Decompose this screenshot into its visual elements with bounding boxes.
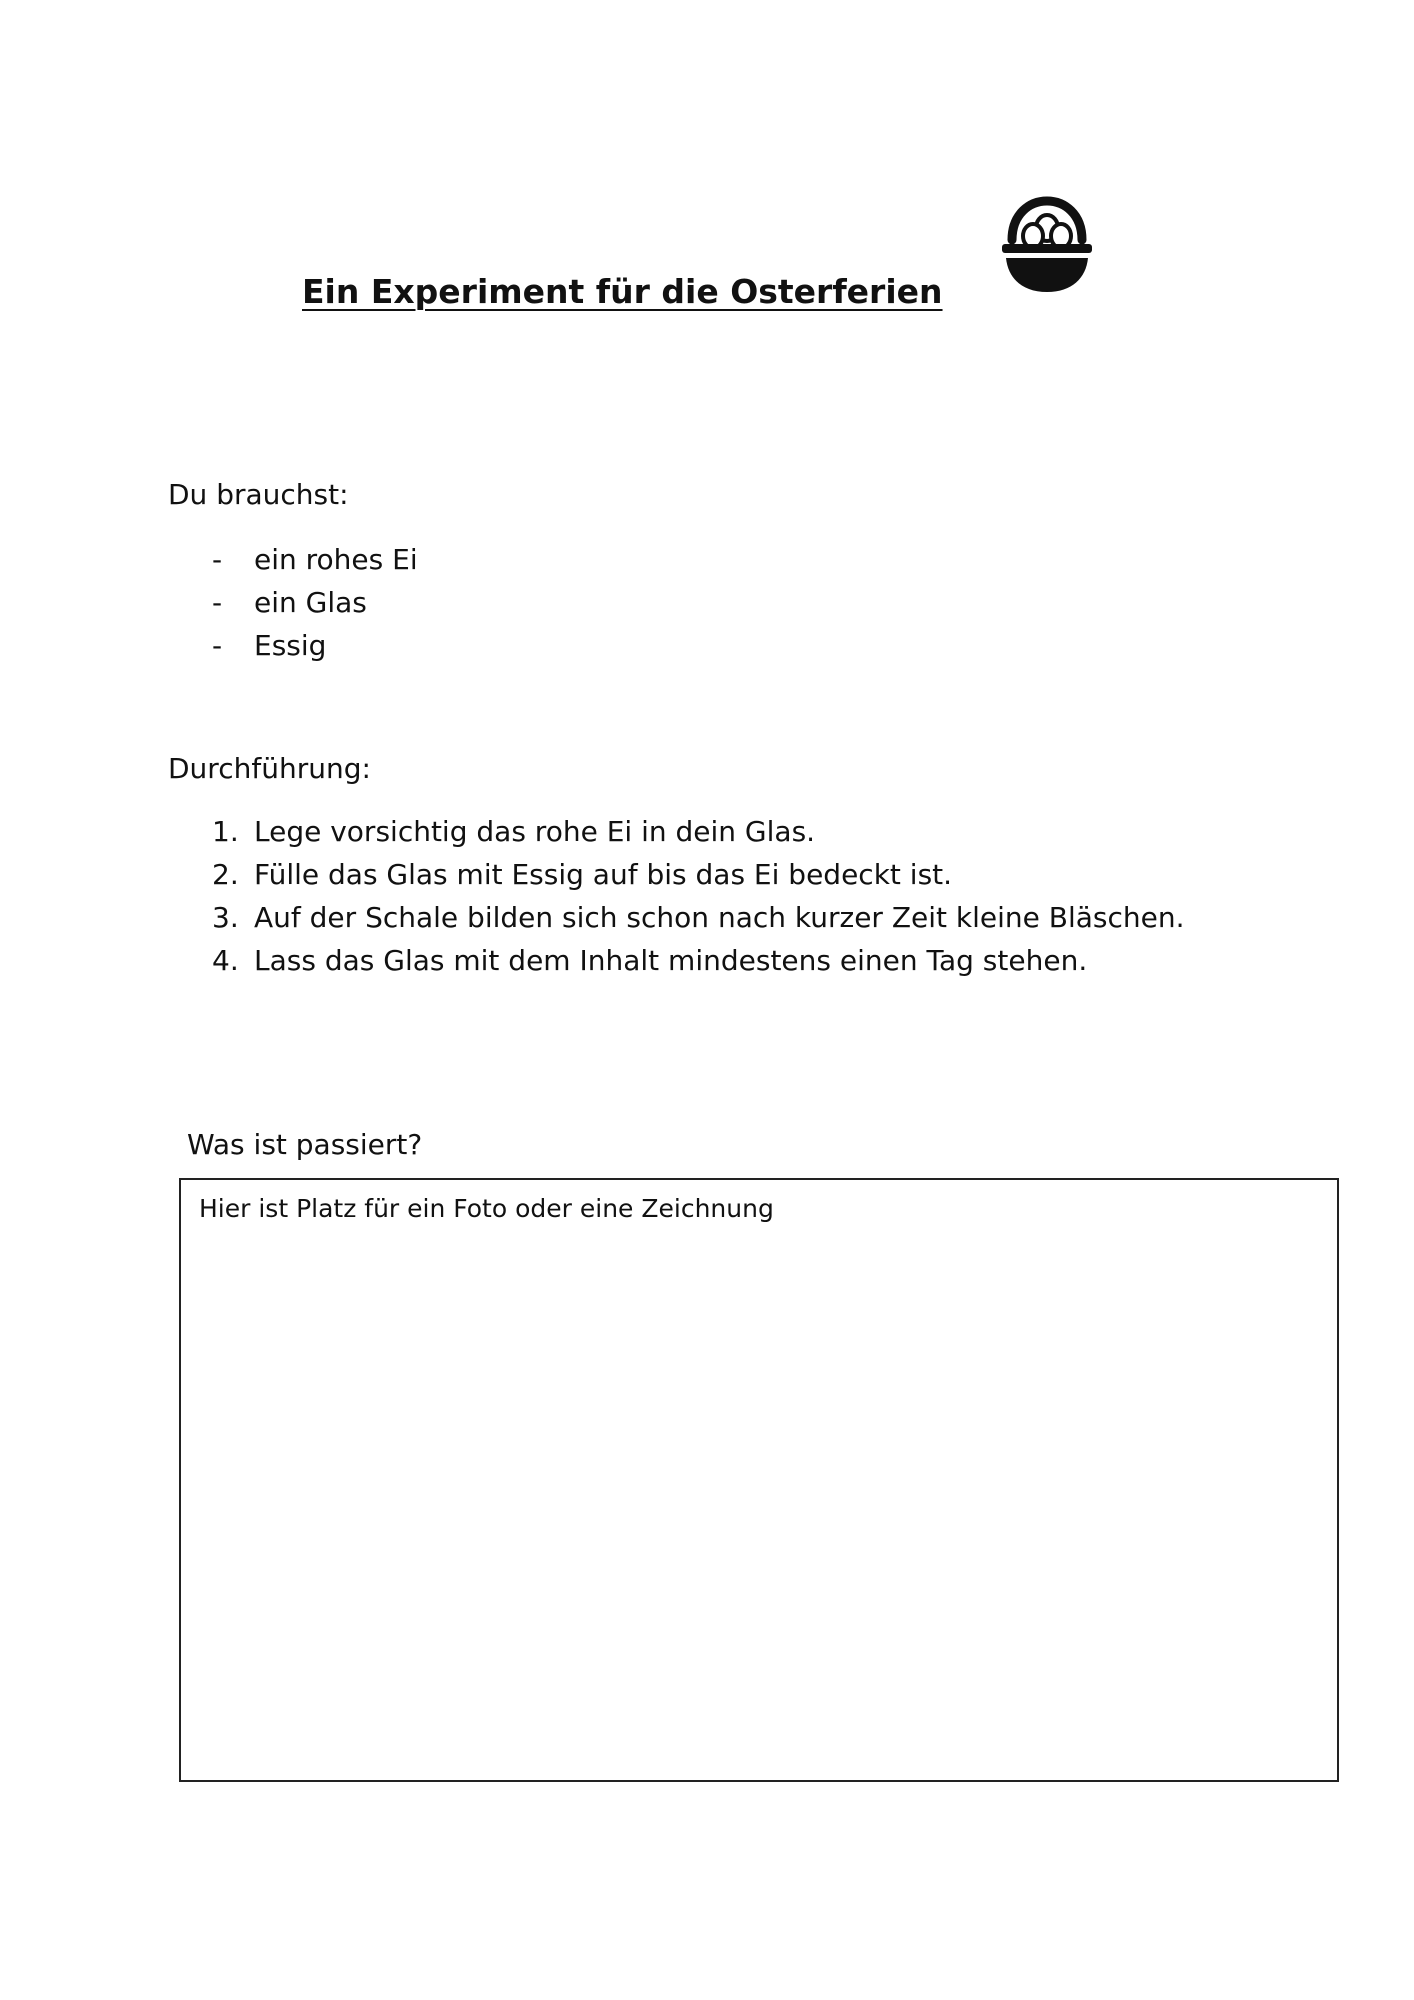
list-item <box>212 810 1185 853</box>
material-item: ein Glas <box>254 586 367 619</box>
step-text: Fülle das Glas mit Essig auf bis das Ei bedeckt ist. <box>254 858 953 891</box>
result-label: Was ist passiert? <box>187 1128 423 1161</box>
list-item <box>212 581 418 624</box>
page-title: Ein Experiment für die Osterferien <box>302 272 943 311</box>
list-item <box>212 538 418 581</box>
step-text: Lege vorsichtig das rohe Ei in dein Glas. <box>254 815 816 848</box>
procedure-label: Durchführung: <box>168 752 371 785</box>
list-marker: - <box>212 586 223 619</box>
photo-drawing-box <box>179 1178 1339 1782</box>
step-number: 4. <box>212 944 239 977</box>
step-number: 3. <box>212 901 239 934</box>
step-number: 2. <box>212 858 239 891</box>
photo-box-hint: Hier ist Platz für ein Foto oder eine Zeichnung <box>199 1194 774 1223</box>
egg-basket-icon <box>1000 178 1094 296</box>
procedure-list <box>212 810 1185 982</box>
material-item: Essig <box>254 629 327 662</box>
materials-label: Du brauchst: <box>168 478 349 511</box>
step-number: 1. <box>212 815 239 848</box>
list-item <box>212 624 418 667</box>
list-marker: - <box>212 629 223 662</box>
material-item: ein rohes Ei <box>254 543 418 576</box>
list-item <box>212 939 1185 982</box>
step-text: Auf der Schale bilden sich schon nach kurzer Zeit kleine Bläschen. <box>254 901 1185 934</box>
list-item <box>212 853 1185 896</box>
list-marker: - <box>212 543 223 576</box>
step-text: Lass das Glas mit dem Inhalt mindestens einen Tag stehen. <box>254 944 1088 977</box>
materials-list <box>212 538 418 667</box>
list-item <box>212 896 1185 939</box>
